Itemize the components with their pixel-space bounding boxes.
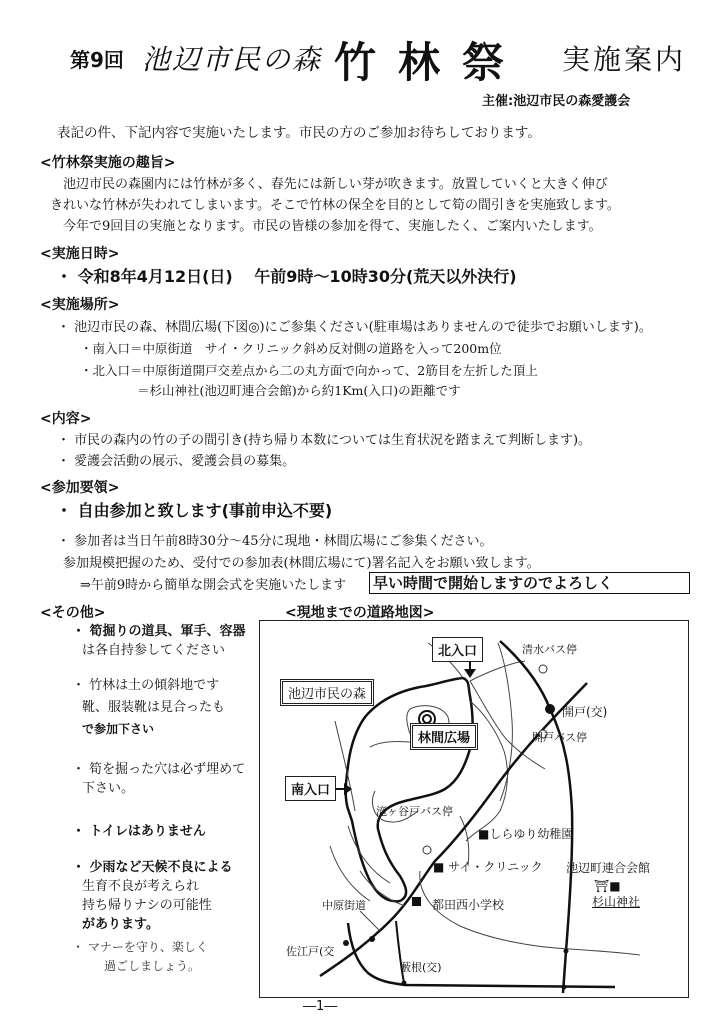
- saedo-intersection: 佐江戸(交: [286, 945, 335, 958]
- takigayato-bus-stop: 滝ヶ谷戸バス停: [376, 805, 453, 818]
- other-line: 過ごしましょう。: [104, 959, 201, 973]
- school-label: 都田西小学校: [432, 898, 505, 912]
- other-line: ・ 少雨など天候不良による: [72, 860, 233, 875]
- other-line: ・ 筍掘りの道具、軍手、容器: [72, 624, 246, 639]
- purpose-line: 今年で9回目の実施となります。市民の皆様の参加を得て、実施したく、ご案内いたします。: [63, 219, 602, 234]
- participation-main: ・ 自由参加と致します(事前申込不要): [56, 501, 333, 520]
- other-line: 靴、服装靴は見合ったも: [82, 700, 226, 715]
- other-line: ・ トイレはありません: [72, 824, 206, 839]
- kaito-bus-stop: 開戸バス停: [532, 731, 587, 744]
- location-heading: <実施場所>: [40, 297, 120, 313]
- clinic-label: ■ サイ・クリニック: [433, 860, 543, 874]
- page-number: ―1―: [303, 999, 338, 1014]
- participation-line: ・ 参加者は当日午前8時30分～45分に現地・林間広場にご参集ください。: [57, 534, 493, 549]
- page-title: 竹林祭: [334, 38, 527, 87]
- other-item: [72, 822, 206, 841]
- other-line: で参加下さい: [82, 722, 155, 736]
- kaito-intersection: 開戸(交): [562, 705, 608, 719]
- plaza-label: 林間広場: [410, 723, 478, 750]
- other-line: ・ 筍を掘った穴は必ず埋めて: [72, 762, 246, 777]
- title-suffix: 実施案内: [562, 43, 687, 76]
- other-line: があります。: [82, 917, 159, 932]
- event-datetime: ・ 令和8年4月12日(日) 午前9時～10時30分(荒天以外決行): [56, 267, 517, 286]
- sugiyama-shrine-label: 杉山神社: [592, 895, 641, 909]
- title-forest-name: 池辺市民の森: [142, 43, 323, 76]
- location-north-distance: ＝杉山神社(池辺町連合会館)から約1Km(入口)の距離です: [137, 383, 461, 398]
- content-item: ・ 市民の森内の竹の子の間引き(持ち帰り本数については生育状況を踏まえて判断します)。: [57, 433, 592, 448]
- road-map: [259, 620, 689, 998]
- ikebe-hall-label: 池辺町連合会館: [566, 861, 651, 875]
- content-heading: <内容>: [40, 411, 92, 427]
- location-main: ・ 池辺市民の森、林間広場(下図◎)にご参集ください(駐車場はありませんので徒歩でお願いします)。: [57, 320, 652, 335]
- participation-heading: <参加要領>: [40, 480, 120, 496]
- title-edition: 第9回: [70, 48, 124, 72]
- other-line: 生育不良が考えられ: [82, 879, 200, 894]
- location-north: ・北入口＝中原街道開戸交差点から二の丸方面で向かって、2筋目を左折した頂上: [80, 363, 538, 378]
- map-heading: <現地までの道路地図>: [285, 605, 435, 621]
- shrine-icon: ⛩■: [594, 879, 621, 893]
- other-item: [72, 760, 245, 798]
- shirayuri-kindergarten: ■しらゆり幼稚園: [478, 827, 574, 841]
- other-item: [72, 622, 246, 660]
- content-item: ・ 愛護会活動の展示、愛護会員の募集。: [57, 454, 296, 469]
- intro-text: 表記の件、下記内容で実施いたします。市民の方のご参加お待ちしております。: [57, 125, 541, 141]
- yabune-intersection: 藪根(交): [400, 961, 442, 974]
- other-item: [72, 858, 233, 934]
- other-heading: <その他>: [40, 605, 106, 621]
- organizer: 主催:池辺市民の森愛護会: [482, 94, 631, 109]
- other-line: 下さい。: [82, 781, 135, 796]
- other-line: ・ マナーを守り、楽しく: [72, 940, 208, 954]
- other-item: [72, 938, 208, 976]
- participation-line: ⇒午前9時から簡単な開会式を実施いたします: [80, 578, 347, 593]
- other-line: は各自持参してください: [82, 643, 226, 658]
- location-south: ・南入口＝中原街道 サイ・クリニック斜め反対側の道路を入って200m位: [80, 341, 502, 356]
- shimizu-bus-stop: 清水バス停: [522, 643, 577, 656]
- purpose-line: 池辺市民の森園内には竹林が多く、春先には新しい芽が吹きます。放置していくと大きく伸び: [63, 177, 608, 192]
- other-line: 持ち帰りナシの可能性: [82, 898, 212, 913]
- other-item: [72, 676, 225, 739]
- other-line: ・ 竹林は土の傾斜地です: [72, 678, 220, 693]
- purpose-heading: <竹林祭実施の趣旨>: [40, 155, 176, 171]
- south-entrance-label: 南入口: [285, 776, 336, 801]
- forest-label: 池辺市民の森: [280, 679, 374, 706]
- north-entrance-label: 北入口: [432, 637, 483, 662]
- datetime-heading: <実施日時>: [40, 246, 120, 262]
- early-start-notice: 早い時間で開始しますのでよろしく: [369, 572, 690, 594]
- purpose-line: きれいな竹林が失われてしまいます。そこで竹林の保全を目的として筍の間引きを実施致します。: [50, 198, 620, 213]
- nakahara-road-label: 中原街道: [322, 899, 366, 912]
- participation-line: 参加規模把握のため、受付での参加表(林間広場にて)署名記入をお願い致します。: [63, 556, 540, 571]
